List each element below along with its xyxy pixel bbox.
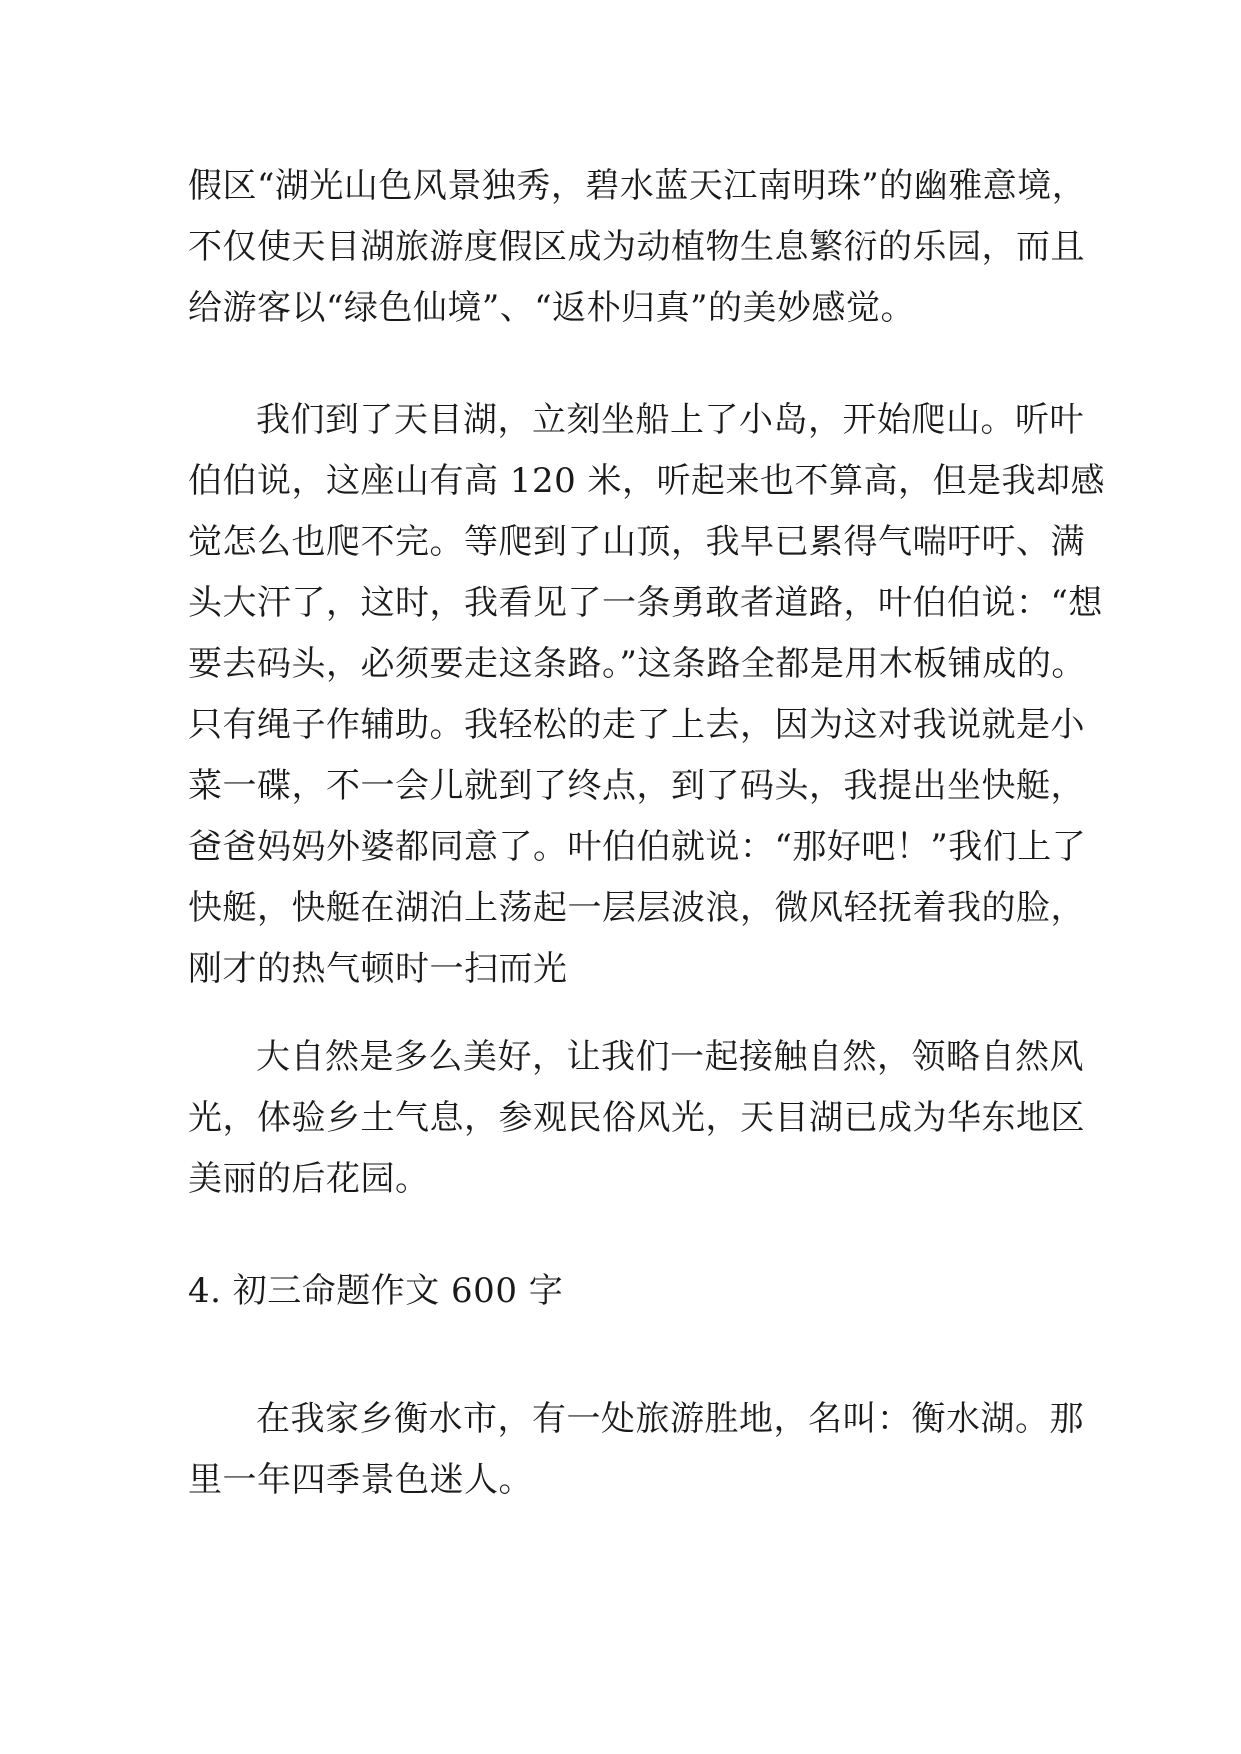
text-line: 给游客以“绿色仙境”、“返朴归真”的美妙感觉。 xyxy=(188,288,916,328)
section-heading-text: 4. 初三命题作文 600 字 xyxy=(188,1271,564,1311)
text-line: 我们到了天目湖，立刻坐船上了小岛，开始爬山。听叶 xyxy=(256,400,1084,440)
text-line: 头大汗了，这时，我看见了一条勇敢者道路，叶伯伯说：“想 xyxy=(188,583,1103,623)
text-line: 要去码头，必须要走这条路。”这条路全都是用木板铺成的。 xyxy=(188,644,1086,684)
section-heading xyxy=(188,1261,1060,1322)
paragraph-1 xyxy=(188,156,1087,339)
text-line: 光，体验乡土气息，参观民俗风光，天目湖已成为华东地区 xyxy=(188,1098,1085,1138)
paragraph-2 xyxy=(188,390,1106,1000)
text-line: 美丽的后花园。 xyxy=(188,1159,430,1199)
text-line: 爸爸妈妈外婆都同意了。叶伯伯就说：“那好吧！”我们上了 xyxy=(188,827,1087,867)
text-line: 刚才的热气顿时一扫而光 xyxy=(188,949,568,989)
text-line: 不仅使天目湖旅游度假区成为动植物生息繁衍的乐园，而且 xyxy=(188,227,1085,267)
text-line: 假区“湖光山色风景独秀，碧水蓝天江南明珠”的幽雅意境， xyxy=(188,166,1087,206)
text-line: 在我家乡衡水市，有一处旅游胜地，名叫：衡水湖。那 xyxy=(256,1399,1084,1439)
text-line: 菜一碟，不一会儿就到了终点，到了码头，我提出坐快艇， xyxy=(188,766,1085,806)
text-line: 里一年四季景色迷人。 xyxy=(188,1460,533,1500)
text-line: 大自然是多么美好，让我们一起接触自然，领略自然风 xyxy=(256,1037,1084,1077)
text-line: 觉怎么也爬不完。等爬到了山顶，我早已累得气喘吁吁、满 xyxy=(188,522,1085,562)
paragraph-3 xyxy=(188,1027,1085,1210)
text-line: 伯伯说，这座山有高 120 米，听起来也不算高，但是我却感 xyxy=(188,461,1106,501)
paragraph-4 xyxy=(188,1389,1084,1511)
text-line: 只有绳子作辅助。我轻松的走了上去，因为这对我说就是小 xyxy=(188,705,1085,745)
text-line: 快艇，快艇在湖泊上荡起一层层波浪，微风轻抚着我的脸， xyxy=(188,888,1085,928)
